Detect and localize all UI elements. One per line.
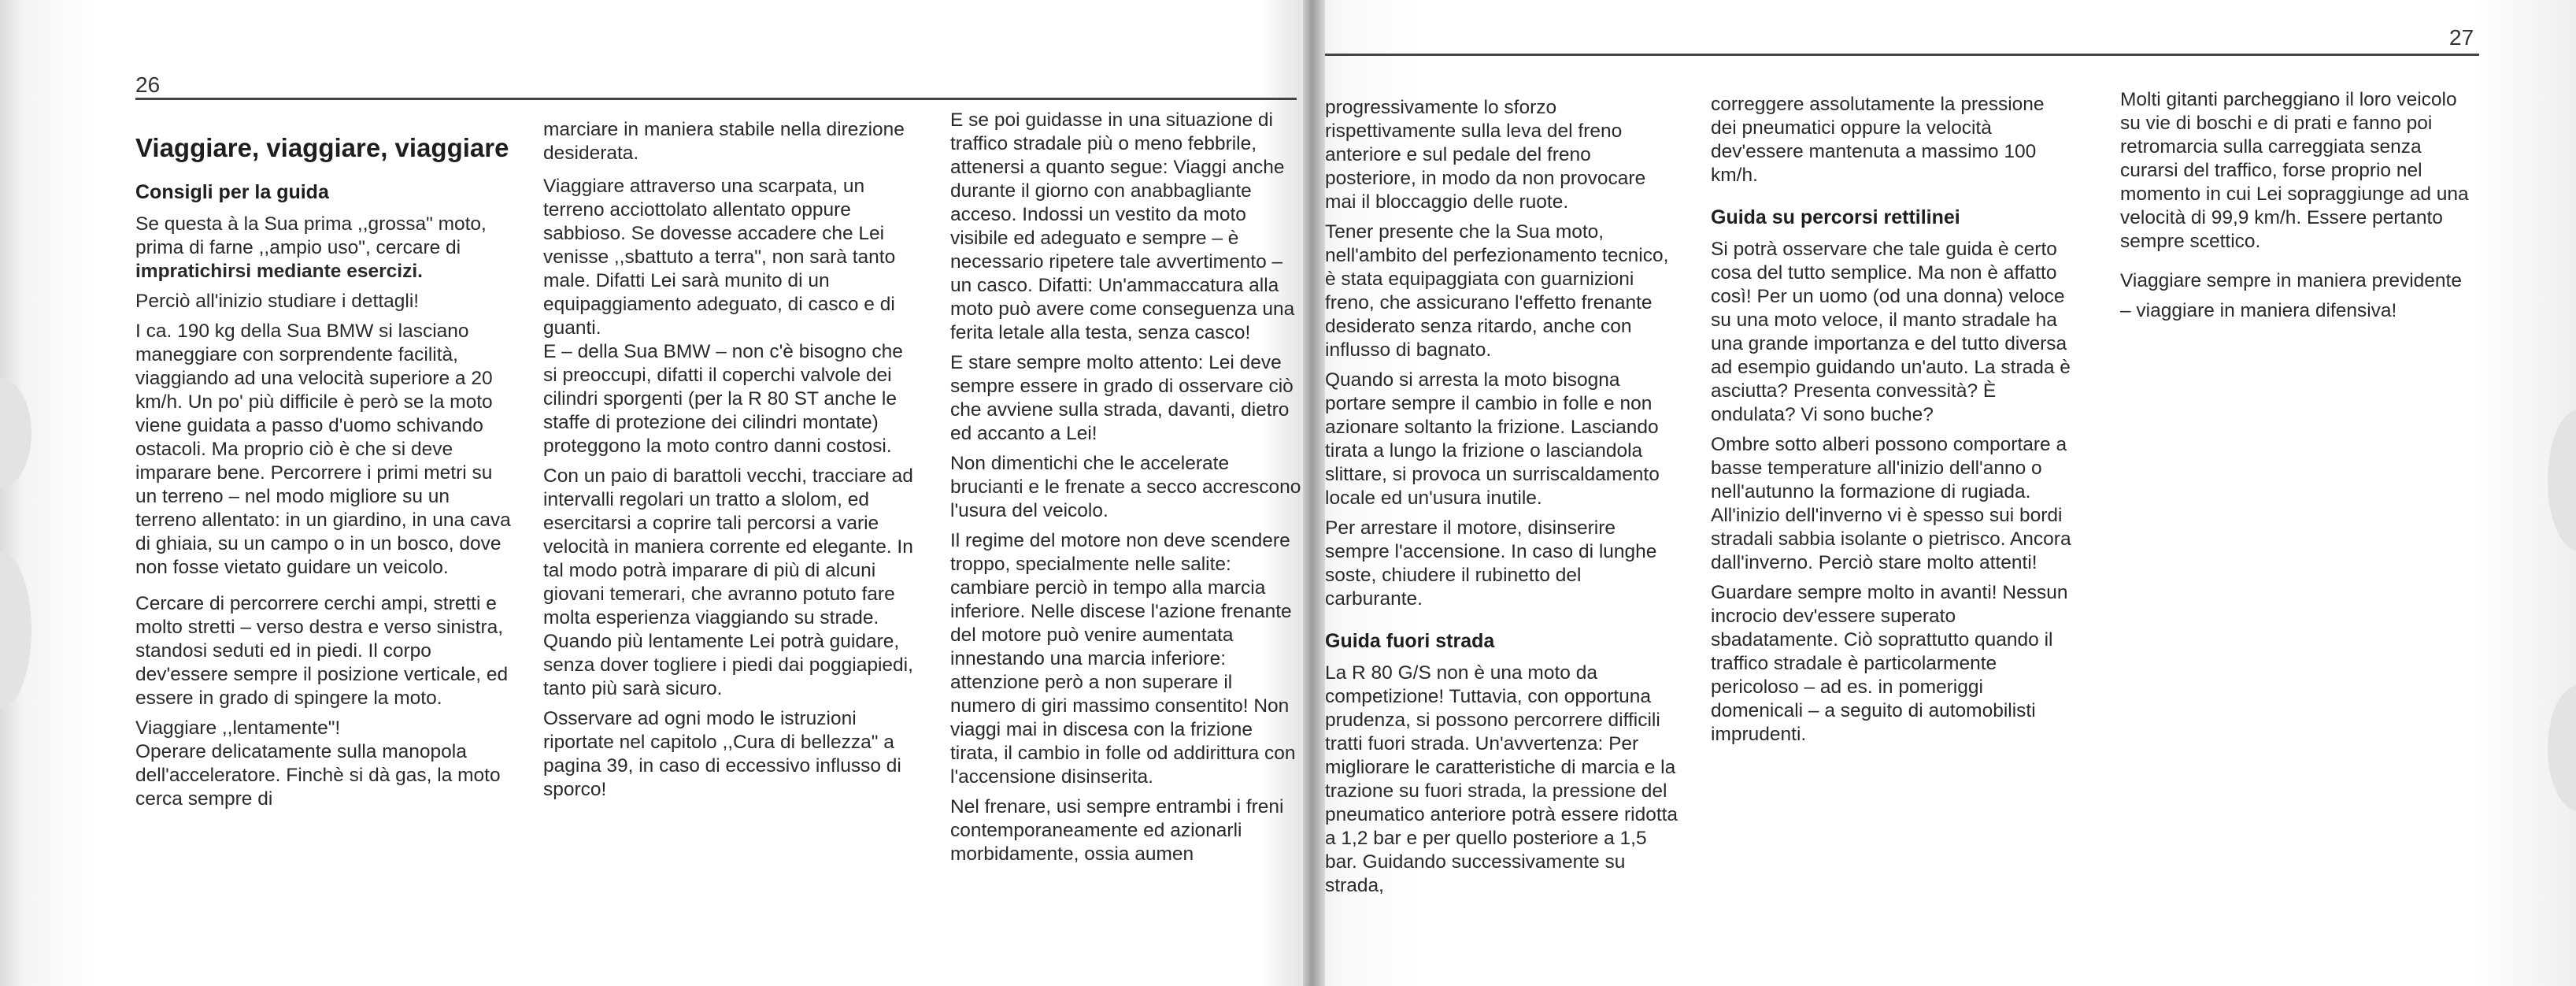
header-rule (135, 98, 1297, 100)
paragraph: La R 80 G/S non è una moto da competizione! Tuttavia, con opportuna prudenza, si possono percorrere difficili tratti fuori strada. Un'avvertenza: Per migliorare le caratteristiche di marcia e la trazione su fuori strada, la pressione del pneumatico anteriore potrà essere ridotta a 1,2 bar e per quello posteriore a 1,5 bar. Guidando successivamente su strada, (1325, 662, 1678, 896)
paragraph: Viaggiare attraverso una scarpata, un terreno acciottolato allentato oppure sabbioso. Se dovesse accadere che Lei venisse ,,sbattuto a terra", non sarà tanto male. Difatti Lei sarà munito di un equipaggiamento adeguato, di casco e di guanti. (543, 176, 896, 339)
paragraph: Molti gitanti parcheggiano il loro veicolo su vie di boschi e di prati e fanno poi retromarcia sulla carreggiata senza curarsi del traffico, forse proprio nel momento in cui Lei sopraggiunge ad una velocità di 99,9 km/h. Essere pertanto sempre scettico. (2120, 89, 2469, 252)
column-2 (1711, 93, 2073, 753)
paragraph: Ombre sotto alberi possono comportare a basse temperature all'inizio dell'anno o nell'autunno la formazione di rugiada. All'inizio dell'inverno vi è spesso sui bordi stradali sabbia isolante o pietrisco. Ancora dall'inverno. Perciò stare molto attenti! (1711, 434, 2071, 573)
paragraph: correggere assolutamente la pressione dei pneumatici oppure la velocità dev'essere mantenuta a massimo 100 km/h. (1711, 94, 2045, 186)
paragraph: Osservare ad ogni modo le istruzioni riportate nel capitolo ,,Cura di bellezza" a pagina 39, in caso di eccessivo influsso di sporco! (543, 708, 901, 800)
paragraph: Per arrestare il motore, disinserire sempre l'accensione. In caso di lunghe soste, chiudere il rubinetto del carburante. (1325, 517, 1657, 610)
paragraph: Non dimentichi che le accelerate brucianti e le frenate a secco accrescono l'usura del veicolo. (950, 453, 1301, 521)
paragraph: Perciò all'inizio studiare i dettagli! (135, 291, 420, 312)
column-3 (950, 109, 1303, 873)
column-1 (135, 132, 512, 817)
paragraph: E – della Sua BMW – non c'è bisogno che si preoccupi, difatti il coperchi valvole dei cilindri sporgenti (per la R 80 ST anche le staffe di protezione dei cilindri montate) proteggono la moto contro danni costosi. (543, 341, 903, 457)
section-title: Viaggiare, viaggiare, viaggiare (135, 133, 509, 162)
paragraph: E stare sempre molto attento: Lei deve sempre essere in grado di osservare ciò che avviene sulla strada, davanti, dietro ed accanto a Lei! (950, 352, 1294, 444)
header-rule (1325, 54, 2479, 56)
paragraph: Viaggiare ,,lentamente"! (135, 717, 341, 739)
emphasis: impratichirsi mediante esercizi. (135, 261, 423, 282)
page-number: 27 (2449, 25, 2474, 50)
book-spine (1303, 0, 1325, 986)
paragraph: Se questa à la Sua prima ,,grossa" moto, prima di farne ,,ampio uso", cercare di impratichirsi mediante esercizi. (135, 213, 487, 282)
paragraph: Si potrà osservare che tale guida è certo cosa del tutto semplice. Ma non è affatto così! Per un uomo (od una donna) veloce su una moto veloce, il manto stradale ha una grande importanza e del tutto diversa ad esempio guidando un'auto. La strada è asciutta? Presenta convessità? È ondulata? Vi sono buche? (1711, 239, 2071, 425)
column-3 (2120, 88, 2481, 329)
right-page (1325, 0, 2576, 986)
paragraph: Cercare di percorrere cerchi ampi, stretti e molto stretti – verso destra e verso sinistra, standosi seduti ed in piedi. Il corpo dev'essere sempre il posizione verticale, ed essere in grado di spingere la moto. (135, 593, 509, 709)
paragraph: Viaggiare sempre in maniera previdente (2120, 270, 2462, 291)
paragraph: Il regime del motore non deve scendere troppo, specialmente nelle salite: cambiare perciò in tempo alla marcia inferiore. Nelle discese l'azione frenante del motore può venire aumentata innestando una marcia inferiore: attenzione però a non superare il numero di giri massimo consentito! Non viaggi mai in discesa con la frizione tirata, il cambio in folle od addirittura con l'accensione disinserita. (950, 530, 1296, 788)
paragraph: Tener presente che la Sua moto, nell'ambito del perfezionamento tecnico, è stata equipaggiata con guarnizioni freno, che assicurano l'effetto frenante desiderato senza ritardo, anche con influsso di bagnato. (1325, 221, 1669, 361)
section-heading: Guida su percorsi rettilinei (1711, 206, 1960, 228)
column-2 (543, 118, 913, 808)
paragraph: E se poi guidasse in una situazione di traffico stradale più o meno febbrile, attenersi a quanto segue: Viaggi anche durante il giorno con anabbagliante acceso. Indossi un vestito da moto visibile ed adeguato e sempre – è necessario ripetere tale avvertimento – un casco. Difatti: Un'ammaccatura alla moto può avere come conseguenza una ferita letale alla testa, senza casco! (950, 109, 1295, 343)
paragraph: progressivamente lo sforzo rispettivamente sulla leva del freno anteriore e sul pedale del freno posteriore, in modo da non provocare mai il bloccaggio delle ruote. (1325, 97, 1646, 213)
section-subtitle: Consigli per la guida (135, 181, 329, 203)
paragraph: Operare delicatamente sulla manopola dell'acceleratore. Finchè si dà gas, la moto cerca sempre di (135, 741, 501, 810)
section-heading: Guida fuori strada (1325, 630, 1495, 652)
paragraph: I ca. 190 kg della Sua BMW si lasciano maneggiare con sorprendente facilità, viaggiando ad una velocità superiore a 20 km/h. Un po' più difficile è però se la moto viene guidata a passo d'uomo schivando ostacoli. Ma proprio ciò è che si deve imparare bene. Percorrere i primi metri su un terreno – nel modo migliore su un terreno allentato: in un giardino, in una cava di ghiaia, su un campo o in un bosco, dove non fosse vietato guidare un veicolo. (135, 321, 511, 578)
column-1 (1325, 96, 1679, 904)
paragraph: Con un paio di barattoli vecchi, tracciare ad intervalli regolari un tratto a slolom, ed esercitarsi a coprire tali percorsi a varie velocità in maniera corrente ed elegante. In tal modo potrà imparare di più di alcuni giovani temerari, che avranno potuto fare molta esperienza viaggiando su strade. Quando più lentamente Lei potrà guidare, senza dover togliere i piedi dai poggiapiedi, tanto più sarà sicuro. (543, 465, 913, 699)
paragraph: marciare in maniera stabile nella direzione desiderata. (543, 119, 905, 164)
paragraph: Nel frenare, usi sempre entrambi i freni contemporaneamente ed azionarli morbidamente, ossia aumen (950, 796, 1284, 865)
paragraph: Guardare sempre molto in avanti! Nessun incrocio dev'essere superato sbadatamente. Ciò soprattutto quando il traffico stradale è particolarmente pericoloso – ad es. in pomeriggi domenicali – a seguito di automobilisti imprudenti. (1711, 582, 2068, 745)
paragraph: Quando si arresta la moto bisogna portare sempre il cambio in folle e non azionare soltanto la frizione. Lasciando tirata a lungo la frizione o lasciandola slittare, si provoca un surriscaldamento locale ed un'usura inutile. (1325, 369, 1660, 509)
page-number: 26 (135, 72, 161, 97)
paragraph: – viaggiare in maniera difensiva! (2120, 300, 2397, 321)
